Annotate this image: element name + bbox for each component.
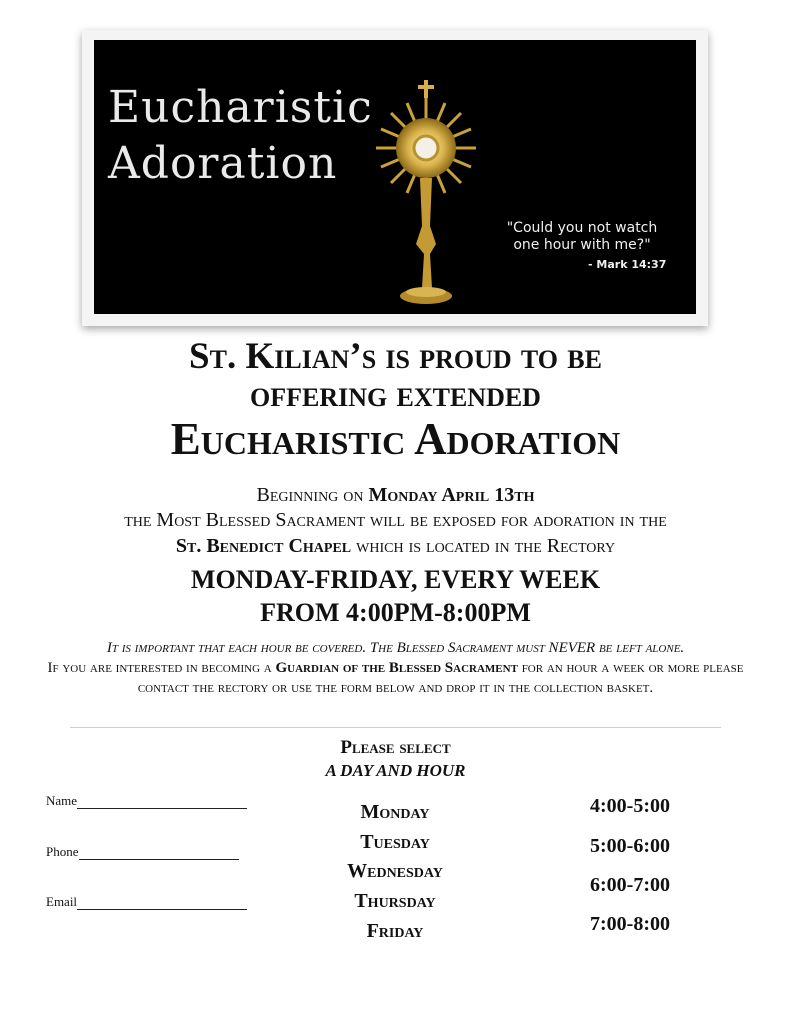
name-blank[interactable]	[77, 794, 247, 809]
select-title: Please select	[340, 737, 451, 758]
schedule-days: MONDAY-FRIDAY, EVERY WEEK	[190, 565, 601, 594]
interest-notice	[30, 658, 761, 698]
time-option-1[interactable]: 4:00-5:00	[590, 795, 670, 817]
day-option-thursday[interactable]: Thursday	[354, 890, 436, 912]
name-field[interactable]	[46, 793, 247, 809]
exposed-line: the Most Blessed Sacrament will be exposed for adoration in the	[124, 509, 667, 531]
chapel-name: St. Benedict Chapel	[175, 535, 352, 557]
banner-title	[108, 80, 373, 192]
name-label: Name	[46, 793, 78, 808]
banner-title-line2: Adoration	[108, 138, 338, 189]
phone-blank[interactable]	[79, 845, 239, 860]
time-option-4[interactable]: 7:00-8:00	[590, 913, 670, 935]
day-option-tuesday[interactable]: Tuesday	[360, 831, 430, 853]
interest-suffix: for an hour a week or more please contact the rectory or use the form below and drop it in the collection basket.	[137, 660, 744, 696]
monstrance-icon	[374, 76, 478, 308]
phone-field[interactable]	[46, 844, 239, 860]
select-subtitle: A DAY AND HOUR	[325, 761, 466, 780]
banner-image	[94, 40, 696, 314]
beginning-date: Monday April 13th	[368, 484, 535, 506]
email-field[interactable]	[46, 894, 247, 910]
phone-label: Phone	[46, 844, 79, 859]
schedule-hours: FROM 4:00PM-8:00PM	[260, 598, 531, 627]
headline-line2: offering extended	[250, 374, 541, 415]
interest-prefix: If you are interested in becoming a	[47, 660, 276, 676]
day-option-monday[interactable]: Monday	[360, 801, 430, 823]
time-option-3[interactable]: 6:00-7:00	[590, 874, 670, 896]
email-label: Email	[46, 894, 78, 909]
banner-quote-line2: one hour with me?"	[513, 237, 651, 253]
banner-quote	[482, 220, 682, 254]
email-blank[interactable]	[77, 895, 247, 910]
banner-quote-line1: "Could you not watch	[506, 220, 658, 236]
day-option-wednesday[interactable]: Wednesday	[347, 860, 443, 882]
chapel-line	[0, 535, 791, 558]
beginning-prefix: Beginning on	[256, 484, 369, 506]
divider	[70, 727, 721, 728]
guardian-title: Guardian of the Blessed Sacrament	[275, 660, 518, 676]
chapel-location: which is located in the Rectory	[351, 535, 616, 557]
banner-title-line1: Eucharistic	[108, 82, 373, 133]
day-option-friday[interactable]: Friday	[366, 920, 424, 942]
headline-line1: St. Kilian’s is proud to be	[189, 336, 602, 377]
time-option-2[interactable]: 5:00-6:00	[590, 835, 670, 857]
headline-line3: Eucharistic Adoration	[170, 414, 621, 464]
banner-citation: - Mark 14:37	[588, 258, 667, 271]
banner-frame	[82, 30, 708, 326]
important-notice: It is important that each hour be covered. The Blessed Sacrament must NEVER be left alone.	[106, 640, 685, 656]
beginning-line	[0, 484, 791, 507]
